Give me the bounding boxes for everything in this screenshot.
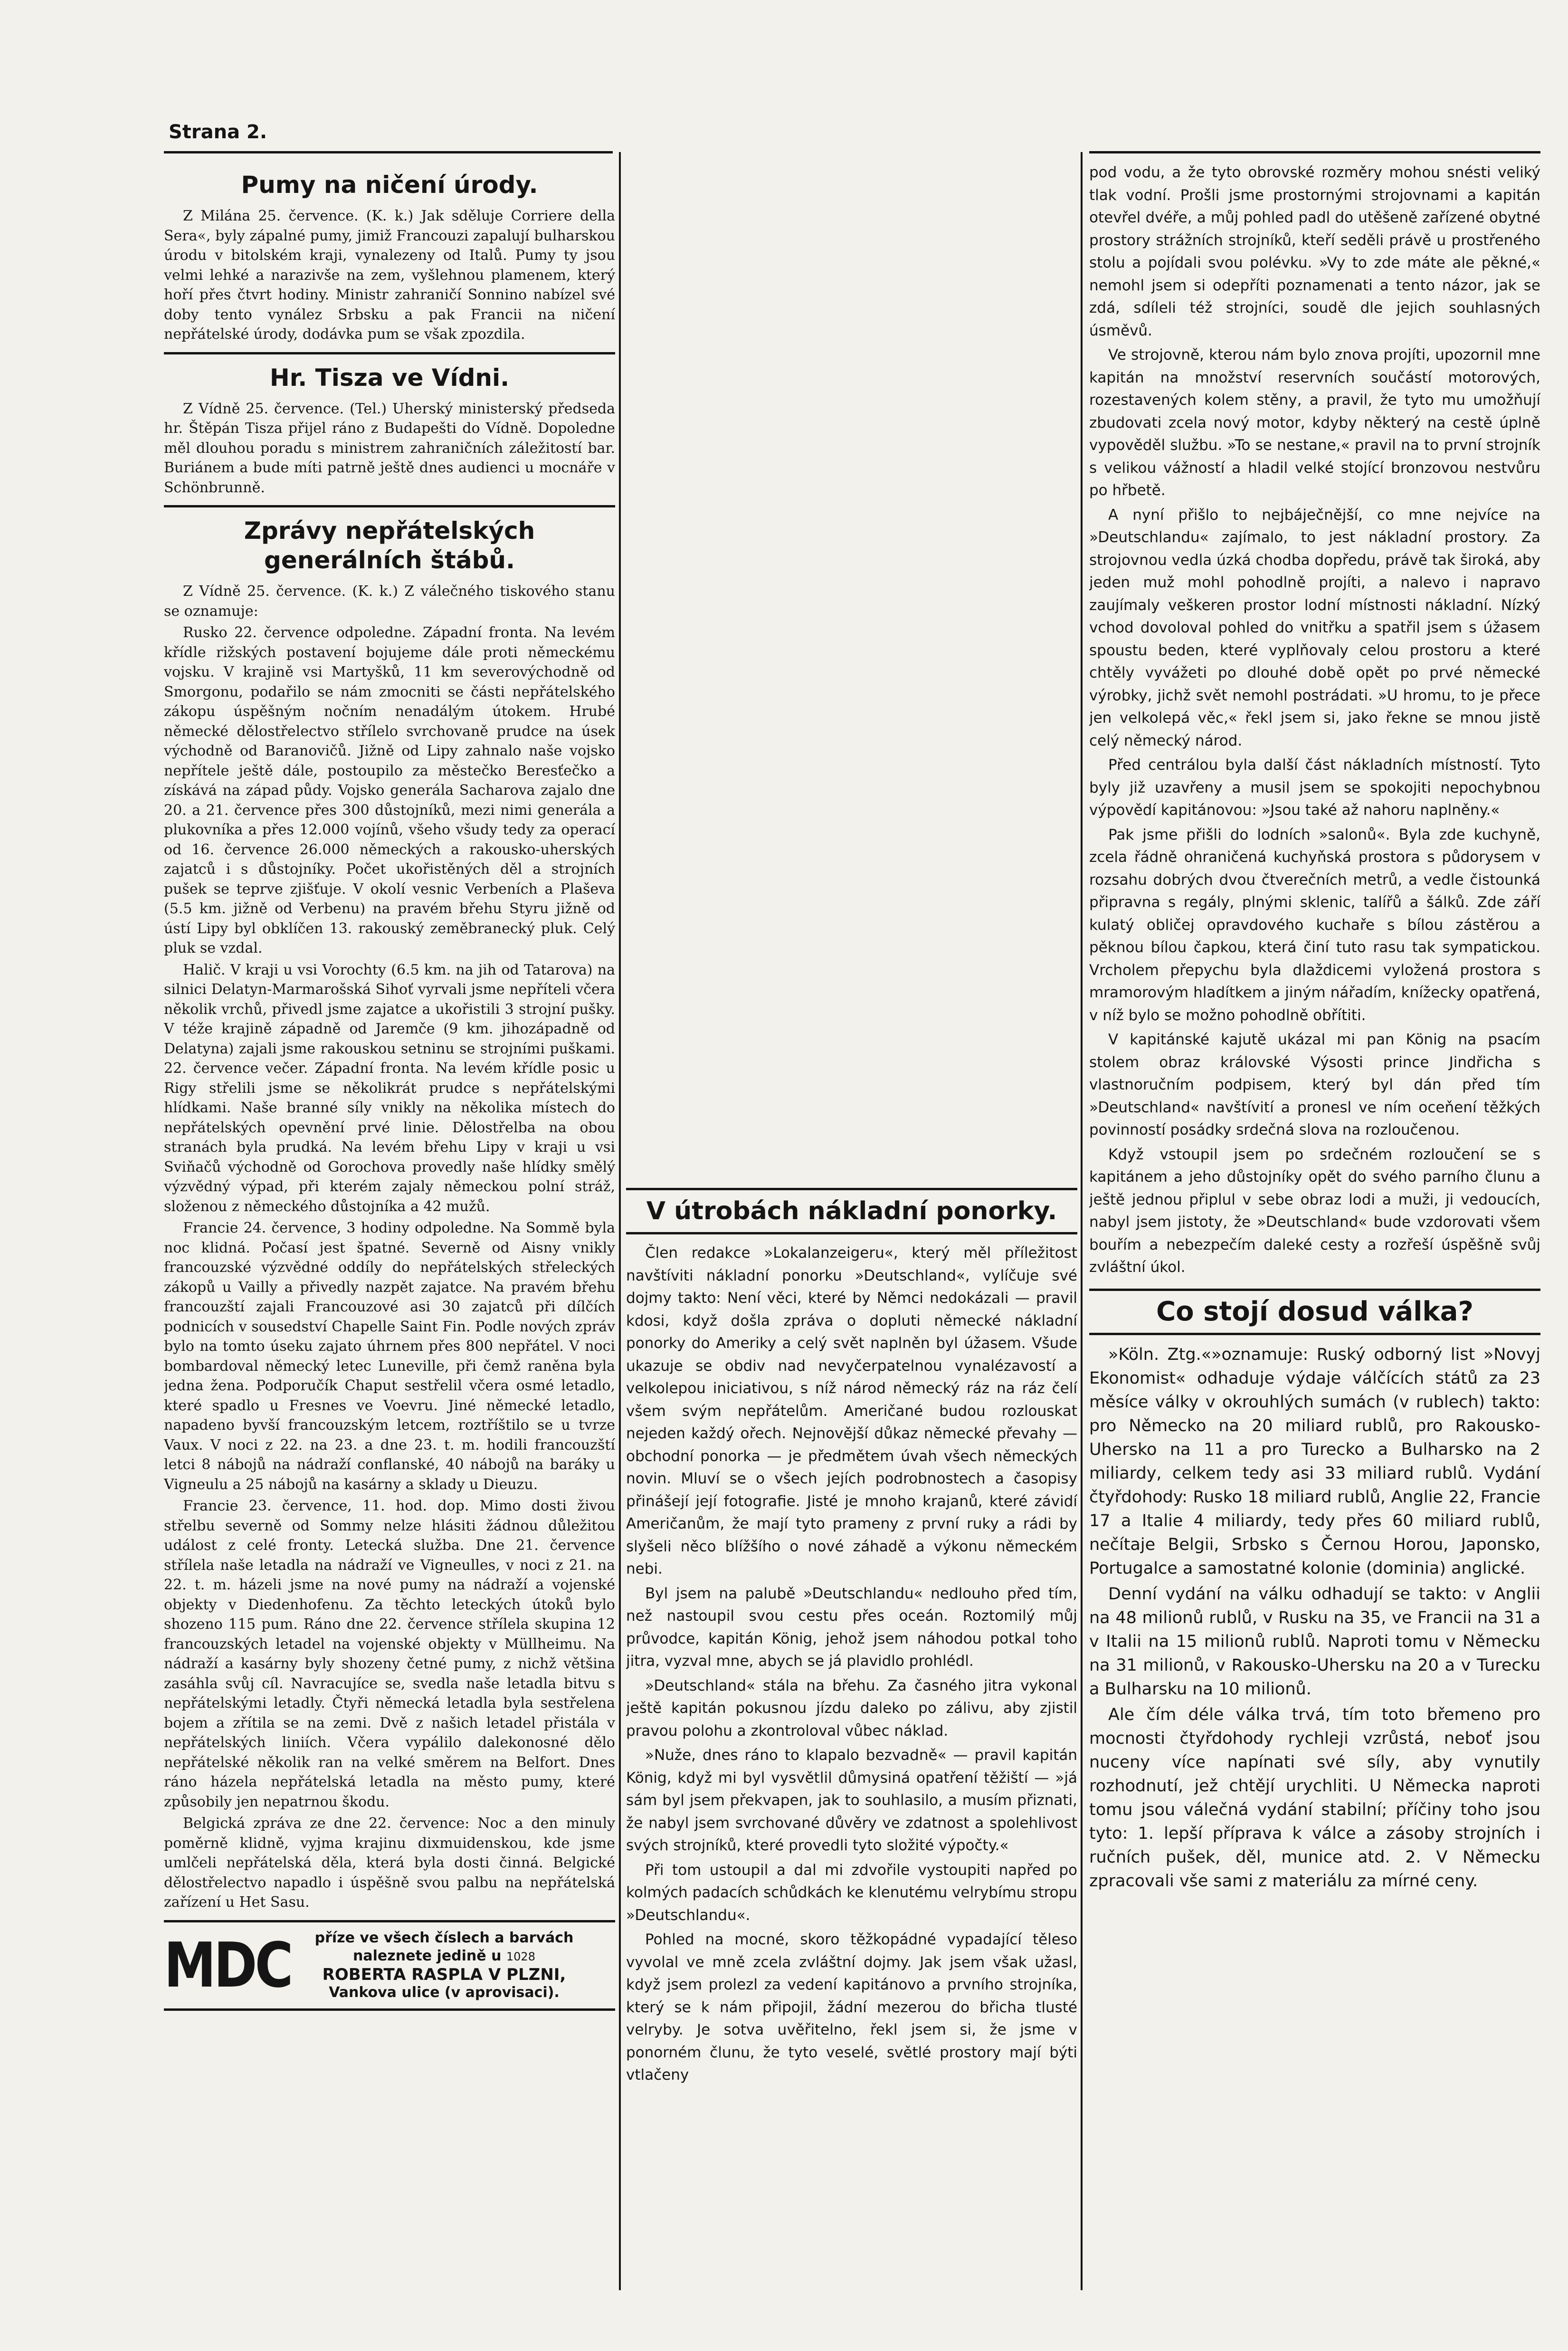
ad-number: 1028 bbox=[506, 1950, 535, 1963]
article-valka-2: Denní vydání na válku odhadují se takto: v Anglii na 48 milionů rublů, v Rusku na 35, ve Francii na 31 a v Italii na 15 milionů rublů. Naproti tomu v Německu na 31 milionů, v Rakousko-Uhersku na 20 a v Turecku a Bulharsku na 10 milionů. bbox=[1089, 1584, 1540, 1699]
column-divider-1 bbox=[619, 152, 621, 2290]
article-ponorka-cont-7: Když vstoupil jsem po srdečném rozloučení se s kapitánem a jeho důstojníky opět do svého parního člunu a ještě jednou připlul v sebe obraz lodi a muži, ji vedoucích, nabyl jsem jistoty, že »Deutschland« bude vzdorovati všem bouřím a nebezpečím daleké cesty a rozřeší úspěšně svůj zvláštní úkol. bbox=[1089, 1146, 1540, 1276]
article-zpravy-rusko: Rusko 22. července odpoledne. Západní fronta. Na levém křídle rižských postavení bojujeme dále proti německému vojsku. V krajině vsi Martyšků, 11 km severovýchodně od Smorgonu, podařilo se nám zmocniti se části nepřátelského zákopu úspěšným nočním nenadálým útokem. Hrubé německé dělostřelectvo střílelo svrchovaně prudce na úsek východně od Baranovičů. Jižně od Lipy zahnalo naše vojsko nepřítele ještě dále, postoupilo za městečko Beresťečko a získává na západ půdy. Vojsko generála Sacharova zajalo dne 20. a 21. července přes 300 důstojníků, mezi nimi generála a plukovníka a přes 12.000 vojínů, všeho všudy tedy za operací od 16. července 26.000 německých a rakousko-uherských zajatců i s důstojníky. Počet ukořistěných děl a strojních pušek se teprve zjišťuje. V okolí vesnic Verbeních a Plaševa (5.5 km. jižně od Verbenu) na pravém břehu Styru jižně od ústí Lipy byl obklíčen 13. rakouský zeměbranecký pluk. Celý pluk se vzdal. bbox=[164, 624, 615, 956]
article-valka-3: Ale čím déle válka trvá, tím toto břemeno pro mocnosti čtyřdohody rychleji vzrůstá, neboť jsou nuceny více napínati své síly, aby vynutily rozhodnutí, jež chtějí urychliti. U Německa naproti tomu jsou válečná vydání stabilní; příčiny toho jsou tyto: 1. lepší příprava k válce a zásoby strojních i ručních pušek, děl, munice atd. 2. V Německu zpracovali vše sami z materiálu za mírné ceny. bbox=[1089, 1705, 1540, 1891]
advertisement-mdc bbox=[164, 1920, 615, 2011]
ad-line-1: příze ve všech číslech a barvách bbox=[314, 1929, 574, 1946]
article-zpravy-francie-24: Francie 24. července, 3 hodiny odpoledne. Na Sommě byla noc klidná. Počasí jest špatné. Severně od Aisny vnikly francouzské výzvědné oddíly do nepřátelských střeleckých zákopů u Vailly a přivedly nazpět zajatce. Na pravém břehu francouzští zajali Francouzové asi 30 zajatců při dílčích podnicích v sousedství Chapelle Saint Fin. Podle nových zpráv bylo na tomto úseku zajato úhrnem přes 800 nepřátel. V noci bombardoval německý letec Luneville, při čemž raněna byla jedna žena. Podporučík Chaput sestřelil včera osmé letadlo, které spadlo u Fresnes ve Voevru. Jiné německé letadlo, napadeno byvší francouzským letcem, roztříštilo se u tvrze Vaux. V noci z 22. na 23. a dne 23. t. m. hodili francouzští letci 8 nábojů na nádraží conflanské, 40 nábojů na baráky u Vigneulu a 25 nábojů na kasárny a sklady u Dieuzu. bbox=[164, 1220, 615, 1493]
article-ponorka-cont-3: A nyní přišlo to nejbáječnější, co mne nejvíce na »Deutschlandu« zajímalo, to jest nákladní prostory. Za strojovnou vedla úzká chodba dopředu, právě tak široká, aby jeden muž mohl pohodlně projíti, a nalevo i napravo zaujímaly veškeren prostor lodní místnosti nákladní. Nízký vchod dovoloval pohled do vnitřku a spatřil jsem s úžasem spoustu beden, které vyplňovaly celou prostoru a které chtěly vyvážeti po dlouhé době opět po prvé německé výrobky, jichž svět nemohl postrádati. »U hromu, to je přece jen velkolepá věc,« řekl jsem si, jako řekne se mnou jistě celý německý národ. bbox=[1089, 506, 1540, 749]
article-tisza: Z Vídně 25. července. (Tel.) Uherský ministerský předseda hr. Štěpán Tisza přijel ráno z Budapešti do Vídně. Dopoledne měl dlouhou poradu s ministrem zahraničních záležitostí bar. Buriánem a bude míti patrně ještě dnes audienci u mocnáře v Schönbrunně. bbox=[164, 400, 615, 496]
headline-zpravy: Zprávy nepřátelských generálních štábů. bbox=[244, 517, 535, 574]
ad-line-4: Vankova ulice (v aprovisaci). bbox=[329, 1984, 560, 2001]
column-middle bbox=[626, 1178, 1077, 2290]
column-left bbox=[164, 162, 615, 2290]
header-rule-right bbox=[1089, 151, 1540, 153]
article-zpravy-belgie: Belgická zpráva ze dne 22. července: Noc a den minuly poměrně klidně, vyjma krajinu dixmuidenskou, kde jsme umlčeli nepřátelská děla, která byla dosti činná. Belgické dělostřelectvo napadlo i úspěšně svou palbu na nepřátelská zařízení u Het Sasu. bbox=[164, 1815, 615, 1911]
article-ponorka-5: Při tom ustoupil a dal mi zdvořile vystoupiti napřed po kolmých padacích schůdkách ke klenutému velrybímu stropu »Deutschlandu«. bbox=[626, 1861, 1077, 1924]
article-zpravy-halic: Halič. V kraji u vsi Vorochty (6.5 km. na jih od Tatarova) na silnici Delatyn-Marmarošská Sihoť vyrvali jsme nepříteli včera několik vrchů, přivedl jsme zajatce a ukořistili 3 strojní pušky. V téže krajině západně od Jaremče (9 km. jihozápadně od Delatyna) zajali jsme rakouskou setninu se strojními puškami. 22. července večer. Západní fronta. Na levém křídle posic u Rigy střelili jsme se několikrát prudce s nepřátelskými hlídkami. Naše branné síly vnikly na několika místech do nepřátelských opevnění prvé linie. Dělostřelba na obou stranách byla prudká. Na levém břehu Lipy v kraji u vsi Sviňačů východně od Gorochova provedly naše hlídky smělý výzvědný výpad, při kterém zajaly německou polní stráž, složenou z německého důstojníka a 42 mužů. bbox=[164, 961, 615, 1215]
article-ponorka-6: Pohled na mocné, skoro těžkopádné vypadající těleso vyvolal ve mně zcela zvláštní dojmy. Jak jsem však užasl, když jsem prolezl za vedení kapitánovo a prvního strojníka, který se k nám připojil, žádní mezerou do břicha tlusté velryby. Je sotva uvěřitelno, řekl jsem si, že jsme v ponorném člunu, že tyto veselé, světlé prostory mají býti vtlačeny bbox=[626, 1931, 1077, 2083]
page-number: Strana 2. bbox=[169, 121, 267, 143]
divider bbox=[164, 505, 615, 507]
column-right bbox=[1089, 162, 1540, 2290]
ad-logo: MDC bbox=[164, 1929, 291, 2001]
divider bbox=[164, 352, 615, 354]
ad-text bbox=[273, 1929, 615, 2002]
headline-valka: Co stojí dosud válka? bbox=[1089, 1289, 1540, 1335]
header-rule-left bbox=[164, 151, 613, 153]
ad-line-3: ROBERTA RASPLA V PLZNI, bbox=[322, 1965, 566, 1984]
article-zpravy-intro: Z Vídně 25. července. (K. k.) Z válečného tiskového stanu se oznamuje: bbox=[164, 583, 615, 620]
headline-tisza: Hr. Tisza ve Vídni. bbox=[269, 363, 510, 392]
ad-line-2-text: naleznete jedině u bbox=[353, 1947, 502, 1964]
article-pumy: Z Milána 25. července. (K. k.) Jak sděluje Corriere della Sera«, byly zápalné pumy, jimiž Francouzi zapalují bulharskou úrodu v bitolském kraji, vynalezeny od Italů. Pumy ty jsou velmi lehké a narazivše na zem, vyšlehnou plamenem, který hoří přes čtvrt hodiny. Ministr zahraničí Sonnino nabízel své doby tento vynález Srbsku a pak Francii na ničení nepřátelské úrody, dodávka pum se však zpozdila. bbox=[164, 208, 615, 343]
article-ponorka-2: Byl jsem na palubě »Deutschlandu« nedlouho před tím, než nastoupil svou cestu přes oceán. Roztomilý můj průvodce, kapitán König, jehož jsem náhodou potkal toho jitra, vyzval mne, abych se já plavidlo prohlédl. bbox=[626, 1585, 1077, 1670]
article-zpravy-francie-23: Francie 23. července, 11. hod. dop. Mimo dosti živou střelbu severně od Sommy nelze hlásiti žádnou důležitou událost z celé fronty. Letecká služba. Dne 21. července střílela naše letadla na nádraží ve Vigneulles, v noci z 21. na 22. t. m. házeli jsme na nové pumy na nádraží a vojenské objekty v Diedenhofenu. Za těchto leteckých útoků bylo shozeno 115 pum. Ráno dne 22. července střílela skupina 12 francouzských letadel na vojenské objekty v Müllheimu. Na nádraží a kasárny byly shozeny četné pumy, z nichž většina zasáhla svůj cíl. Navracujíce se, svedla naše letadla bitvu s nepřátelskými letadly. Čtyři německá letadla byla sestřelena bojem a zřítila se na zemi. Dvě z našich letadel přistála v nepřátelských liniích. Včera vypálilo dalekonosné dělo nepřátelské několik ran na velké směrem na Belfort. Dnes ráno házela nepřátelská letadla na město pumy, které způsobily jen nepatrnou škodu. bbox=[164, 1498, 615, 1810]
article-ponorka-4: »Nuže, dnes ráno to klapalo bezvadně« — pravil kapitán König, když mi byl vysvětlil důmysiná opatření těžiští — »já sám byl jsem překvapen, jak to souhlasilo, a musím přiznati, že nabyl jsem svrchované důvěry ve zdatnost a spolehlivost svých strojníků, které provedli tyto složité výpočty.« bbox=[626, 1747, 1077, 1854]
article-ponorka-3: »Deutschland« stála na břehu. Za časného jitra vykonal ještě kapitán pokusnou jízdu daleko po zálivu, aby zjistil pravou polohu a zkontroloval vůbec náklad. bbox=[626, 1677, 1077, 1739]
article-ponorka-cont-6: V kapitánské kajutě ukázal mi pan König na psacím stolem obraz královské Výsosti prince Jindřicha s vlastnoručním podpisem, který byl dán před tím »Deutschland« navštívití a pronesl ve ním oceňení těžkých povinností posádky srdečná slova na rozloučenou. bbox=[1089, 1031, 1540, 1138]
ad-line-2 bbox=[273, 1947, 615, 1966]
headline-ponorka: V útrobách nákladní ponorky. bbox=[626, 1188, 1077, 1234]
article-ponorka-cont-2: Ve strojovně, kterou nám bylo znova projíti, upozornil mne kapitán na množství reservních součástí motorových, rozestavených kolem stěny, a pravil, že tyto mu umožňují zbudovati zcela nový motor, kdyby některý na cestě úplně vypověděl službu. »To se nestane,« pravil na to první strojník s velikou vážností a hladil velké stojící bronzovou nestvůru po hřbetě. bbox=[1089, 346, 1540, 499]
article-ponorka-cont-4: Před centrálou byla další část nákladních místností. Tyto byly již uzavřeny a musil jsem se spokojiti nepochybnou výpovědí kapitánovou: »Jsou také až nahoru naplněny.« bbox=[1089, 756, 1540, 819]
article-ponorka-cont-5: Pak jsme přišli do lodních »salonů«. Byla zde kuchyně, zcela řádně ohraničená kuchyňská prostora s půdorysem v rozsahu dobrých dvou čtverečních metrů, a vedle čistounká připravna s regály, plnými sklenic, talířů a šálků. Zde září kulatý obličej opravdového kuchaře s bílou zástěrou a pěknou bílou čapkou, která činí tuto rasu tak sympatickou. Vrcholem přepychu byla dlaždicemi vyložená prostora s mramorovým hladítkem a jiným nářadím, knížecky opatřená, v níž bylo se možno pohodlně obřítiti. bbox=[1089, 826, 1540, 1024]
headline-pumy: Pumy na ničení úrody. bbox=[241, 171, 538, 199]
article-valka-1: »Köln. Ztg.«»oznamuje: Ruský odborný list »Novyj Ekonomist« odhaduje výdaje válčících států za 23 měsíce války v okrouhlých sumách (v rublech) takto: pro Německo na 20 miliard rublů, pro Rakousko-Uhersko na 11 a pro Turecko a Bulharsko na 2 miliardy, celkem tedy asi 33 miliard rublů. Vydání čtyřdohody: Rusko 18 miliard rublů, Anglie 22, Francie 17 a Italie 4 miliardy, tedy přes 60 miliard rublů, nečítaje Belgii, Srbsko s Černou Horou, Japonsko, Portugalce a samostatné kolonie (dominia) anglické. bbox=[1089, 1345, 1540, 1578]
column-divider-2 bbox=[1081, 152, 1083, 2290]
article-ponorka-cont-1: pod vodu, a že tyto obrovské rozměry mohou snésti veliký tlak vodní. Prošli jsme prostornými strojovnami a kapitán otevřel dvéře, a můj pohled padl do utěšeně zařízené obytné prostory strážních strojníků, kteří seděli právě u prostřeného stolu a pojídali svou polévku. »Vy to zde máte ale pěkné,« nemohl jsem si odepříti poznamenati a tento názor, jak se zdá, sdíleli též strojníci, soudě dle jejich souhlasných úsměvů. bbox=[1089, 164, 1540, 339]
article-ponorka-1: Člen redakce »Lokalanzeigeru«, který měl příležitost navštíviti nákladní ponorku »Deutschland«, vylíčuje své dojmy takto: Není věci, které by Němci nedokázali — pravil kdosi, když došla zpráva o dopluti německé nákladní ponorky do Ameriky a celý svět naplněn byl úžasem. Všude ukazuje se obdiv nad nevyčerpatelnou vynalézavostí a velkolepou iniciativou, s níž národ německý ráz na ráz čelí všem svým nepřátelům. Američané budou rozlouskat nejeden každý ořech. Nejnovější důkaz německé převahy — obchodní ponorka — je předmětem úvah všech německých novin. Mluví se o všech jejích podrobnostech a časopisy přinášejí její fotografie. Jisté je mnoho krajanů, které závidí Američanům, že mají tyto prameny z první ruky a rádi by slyšeli něco blížšího o nové záhadě a výkonu německém nebi. bbox=[626, 1244, 1077, 1577]
